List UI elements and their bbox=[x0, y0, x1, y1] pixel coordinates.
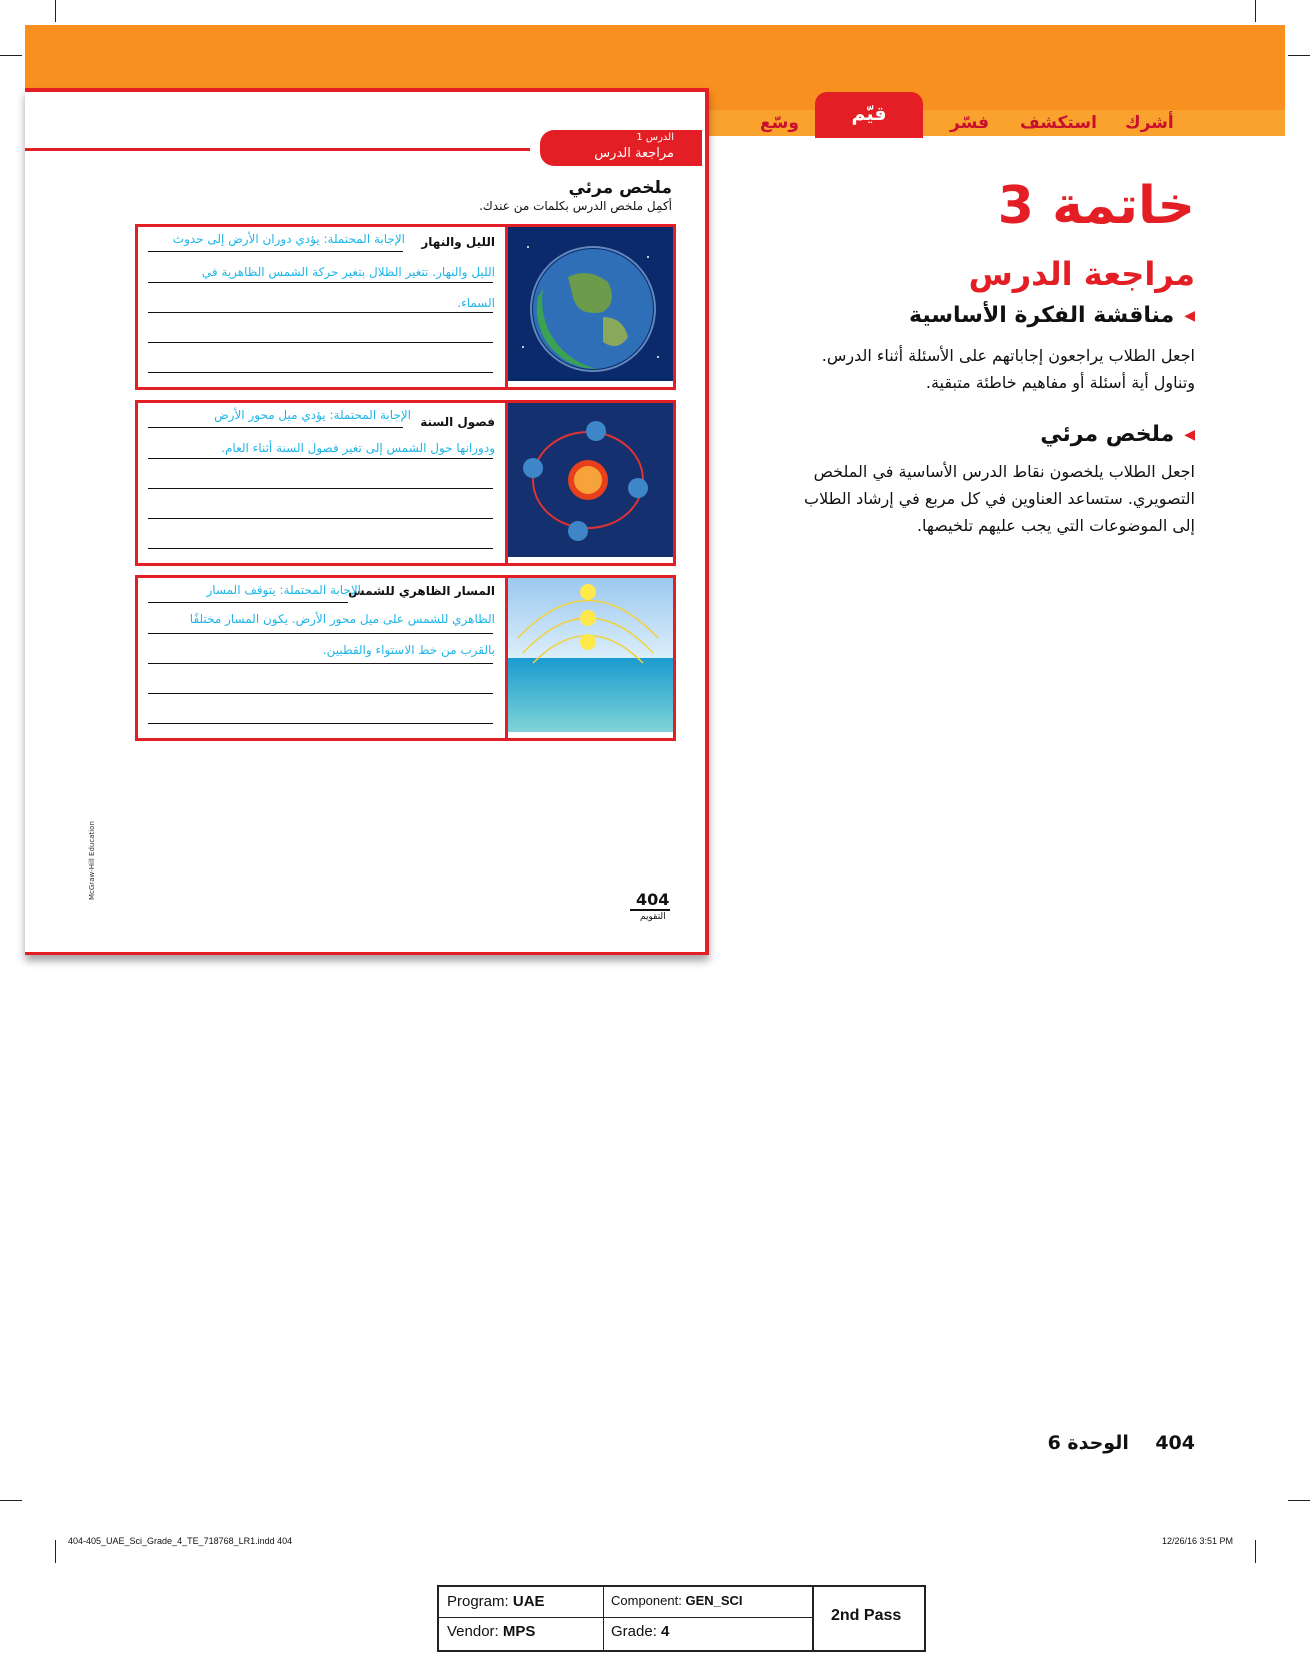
section-heading-text: مناقشة الفكرة الأساسية bbox=[909, 303, 1175, 328]
crop-mark bbox=[55, 0, 56, 22]
answer-line: الظاهري للشمس على ميل محور الأرض. يكون المسار مختلفًا bbox=[189, 612, 495, 626]
crop-mark bbox=[1288, 55, 1310, 56]
summary-panel-sun-path bbox=[135, 575, 676, 741]
write-line bbox=[148, 372, 493, 373]
crop-mark bbox=[1255, 0, 1256, 22]
tab-explain[interactable]: فسّر bbox=[950, 113, 990, 133]
pass-cell: 2nd Pass bbox=[831, 1607, 902, 1624]
summary-panel-seasons bbox=[135, 400, 676, 566]
crop-mark bbox=[0, 1500, 22, 1501]
earth-orbit-image bbox=[505, 403, 673, 563]
write-line bbox=[148, 693, 493, 694]
slug-date: 12/26/16 3:51 PM bbox=[1162, 1536, 1234, 1546]
page-number-rule bbox=[630, 909, 670, 911]
footer-unit: الوحدة 6 bbox=[1047, 1432, 1129, 1454]
lesson-tab bbox=[540, 130, 702, 166]
triangle-bullet-icon: ◀ bbox=[1184, 308, 1195, 324]
crop-mark bbox=[55, 1540, 56, 1563]
section-body-main-idea: اجعل الطلاب يراجعون إجاباتهم على الأسئلة أثناء الدرس. وتناول أية أسئلة أو مفاهيم خاطئة متبقية. bbox=[821, 346, 1195, 392]
footer-page-number: 404 bbox=[1155, 1432, 1195, 1454]
lesson-title: مراجعة الدرس bbox=[594, 146, 674, 161]
term-seasons: فصول السنة bbox=[420, 415, 495, 429]
program-cell: Program: UAE bbox=[447, 1593, 545, 1610]
write-line bbox=[148, 602, 348, 603]
table-divider bbox=[439, 1617, 812, 1618]
chapter-title: خاتمة 3 bbox=[997, 176, 1195, 236]
tab-evaluate[interactable]: قيّم bbox=[815, 92, 923, 138]
answer-line: الليل والنهار. تتغير الظلال بتغير حركة الشمس الظاهرية في bbox=[201, 265, 495, 279]
copyright-notice: McGraw-Hill Education bbox=[88, 821, 96, 900]
write-line bbox=[148, 282, 493, 283]
summary-panel-day-night bbox=[135, 224, 676, 390]
answer-line: الإجابة المحتملة: يتوقف المسار bbox=[206, 583, 361, 597]
answer-line: ودورانها حول الشمس إلى تغير فصول السنة أثناء العام. bbox=[221, 441, 495, 455]
chapter-subtitle: مراجعة الدرس bbox=[968, 255, 1195, 293]
write-line bbox=[148, 427, 403, 428]
write-line bbox=[148, 458, 493, 459]
term-day-night: الليل والنهار bbox=[421, 235, 495, 249]
lesson-label: الدرس 1 bbox=[636, 132, 674, 143]
student-page-label: التقويم bbox=[640, 912, 666, 922]
visual-summary-title: ملخص مرئي bbox=[568, 178, 672, 198]
grade-cell: Grade: 4 bbox=[611, 1623, 670, 1640]
answer-line: بالقرب من خط الاستواء والقطبين. bbox=[322, 643, 495, 657]
component-cell: Component: GEN_SCI bbox=[611, 1593, 743, 1608]
write-line bbox=[148, 251, 403, 252]
triangle-bullet-icon: ◀ bbox=[1184, 427, 1195, 443]
write-line bbox=[148, 663, 493, 664]
earth-rotation-image bbox=[505, 227, 673, 387]
answer-line: الإجابة المحتملة: يؤدي ميل محور الأرض bbox=[214, 408, 411, 422]
crop-mark bbox=[1288, 1500, 1310, 1501]
write-line bbox=[148, 723, 493, 724]
answer-line: الإجابة المحتملة: يؤدي دوران الأرض إلى حدوث bbox=[172, 232, 405, 246]
section-heading-visual-summary bbox=[1040, 422, 1195, 447]
slug-filename: 404-405_UAE_Sci_Grade_4_TE_718768_LR1.indd 404 bbox=[68, 1536, 293, 1546]
table-divider bbox=[603, 1587, 604, 1650]
production-info-table bbox=[437, 1585, 926, 1652]
crop-mark bbox=[1255, 1540, 1256, 1563]
answer-line: السماء. bbox=[457, 296, 495, 310]
section-heading-text: ملخص مرئي bbox=[1040, 422, 1175, 447]
footer-page bbox=[1048, 1432, 1195, 1454]
crop-mark bbox=[0, 55, 22, 56]
vendor-cell: Vendor: MPS bbox=[447, 1623, 536, 1640]
write-line bbox=[148, 488, 493, 489]
tab-extend[interactable]: وسّع bbox=[760, 113, 799, 133]
student-page-number: 404 bbox=[636, 890, 670, 909]
section-body-visual-summary: اجعل الطلاب يلخصون نقاط الدرس الأساسية في الملخص التصويري. ستساعد العناوين في كل مربع في إرشاد الطلاب إلى الموضوعات التي يجب عليهم تلخيصها. bbox=[804, 462, 1195, 535]
sun-path-image bbox=[505, 578, 673, 738]
write-line bbox=[148, 342, 493, 343]
write-line bbox=[148, 633, 493, 634]
tab-engage[interactable]: أشرك bbox=[1125, 113, 1174, 133]
write-line bbox=[148, 518, 493, 519]
visual-summary-instructions: أكمِل ملخص الدرس بكلمات من عندك. bbox=[479, 199, 672, 213]
tab-explore[interactable]: استكشف bbox=[1020, 113, 1097, 133]
term-sun-path: المسار الظاهري للشمس bbox=[348, 584, 495, 598]
table-divider bbox=[812, 1587, 814, 1650]
student-page-rule bbox=[25, 148, 530, 151]
section-heading-main-idea bbox=[909, 303, 1195, 328]
write-line bbox=[148, 548, 493, 549]
write-line bbox=[148, 312, 493, 313]
